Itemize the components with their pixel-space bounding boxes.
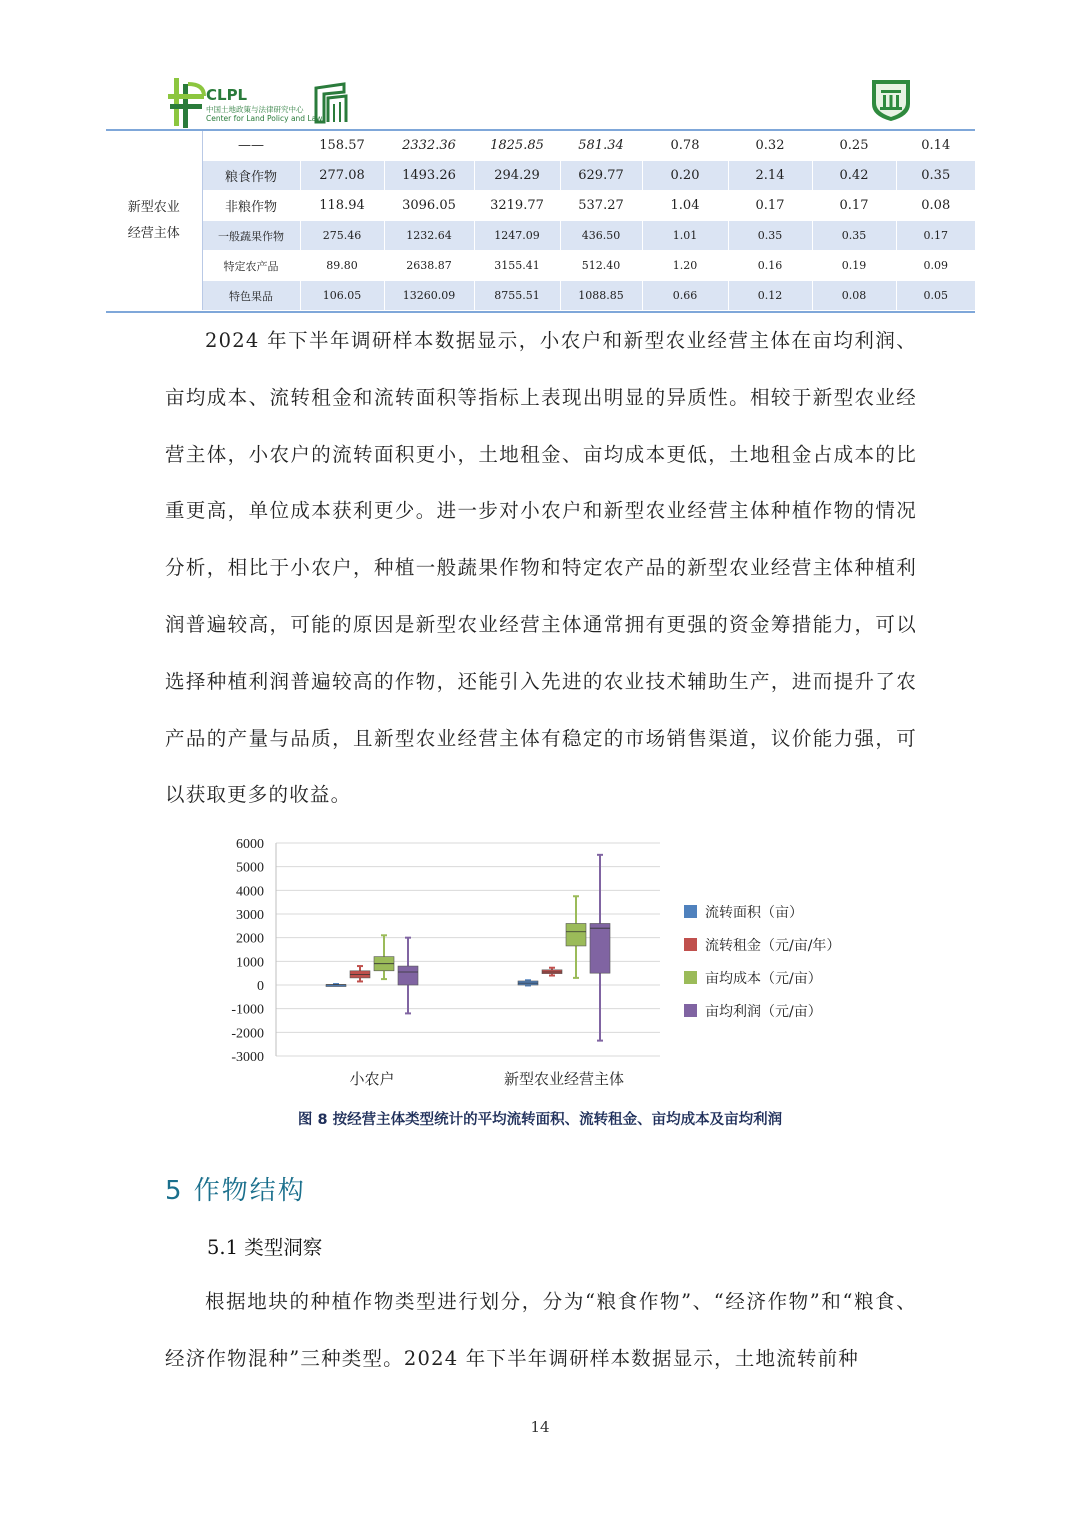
box	[590, 923, 610, 973]
table-cell: 0.35	[896, 161, 975, 191]
table-row	[106, 221, 975, 251]
logo-subtitle-cn: 中国土地政策与法律研究中心	[206, 105, 304, 114]
table-cell: 0.08	[812, 281, 896, 311]
university-emblem-icon	[866, 76, 916, 122]
table-cell: 106.05	[300, 281, 384, 311]
page-number: 14	[530, 1418, 550, 1436]
table-cell: 2638.87	[384, 251, 474, 281]
table-cell: 277.08	[300, 161, 384, 191]
table-row	[106, 281, 975, 311]
table-cell: 158.57	[300, 131, 384, 161]
table-cell: 0.17	[812, 191, 896, 221]
data-table	[106, 131, 975, 311]
table-cell: 0.17	[896, 221, 975, 251]
table-cell: 1232.64	[384, 221, 474, 251]
table-cell: 1.01	[642, 221, 728, 251]
row-label: 特色果品	[202, 281, 300, 311]
table-cell: 294.29	[474, 161, 560, 191]
section-heading: 5 作物结构	[165, 1176, 306, 1206]
table-cell: 1.20	[642, 251, 728, 281]
table-cell: 89.80	[300, 251, 384, 281]
box	[566, 923, 586, 945]
body-paragraph-1: 2024 年下半年调研样本数据显示，小农户和新型农业经营主体在亩均利润、亩均成本、流转租金和流转面积等指标上表现出明显的异质性。相较于新型农业经营主体，小农户的流转面积更小，土地租金、亩均成本更低，土地租金占成本的比重更高，单位成本获利更少。进一步对小农户和新型农业经营主体种植作物的情况分析，相比于小农户，种植一般蔬果作物和特定农产品的新型农业经营主体种植利润普遍较高，可能的原因是新型农业经营主体通常拥有更强的资金筹措能力，可以选择种植利润普遍较高的作物，还能引入先进的农业技术辅助生产，进而提升了农产品的产量与品质，且新型农业经营主体有稳定的市场销售渠道，议价能力强，可以获取更多的收益。	[165, 329, 917, 807]
group-label-line: 新型农业	[127, 199, 180, 215]
table-cell: 1088.85	[560, 281, 642, 311]
row-label: 特定农产品	[202, 251, 300, 281]
group-label	[106, 131, 202, 311]
table-cell: 0.66	[642, 281, 728, 311]
table-cell: 2332.36	[384, 131, 474, 161]
table-cell: 0.32	[728, 131, 812, 161]
table-cell: 629.77	[560, 161, 642, 191]
table-cell: 0.20	[642, 161, 728, 191]
table-cell: 0.16	[728, 251, 812, 281]
y-tick-label: -1000	[231, 1002, 264, 1018]
clpl-logo-mark-icon	[168, 74, 208, 130]
table-cell: 3096.05	[384, 191, 474, 221]
table-cell: 1247.09	[474, 221, 560, 251]
y-tick-label: 0	[257, 979, 264, 994]
table-cell: 13260.09	[384, 281, 474, 311]
legend-swatch	[684, 971, 697, 984]
y-tick-label: 2000	[236, 931, 264, 947]
table-cell: 275.46	[300, 221, 384, 251]
x-category-label: 新型农业经营主体	[503, 1070, 625, 1088]
table-cell: 0.12	[728, 281, 812, 311]
table-cell: 3219.77	[474, 191, 560, 221]
table-cell: 0.35	[812, 221, 896, 251]
row-label: ——	[202, 131, 300, 161]
legend-swatch	[684, 938, 697, 951]
legend-label: 亩均利润（元/亩）	[705, 1004, 822, 1020]
table-cell: 1825.85	[474, 131, 560, 161]
subsection-heading: 5.1 类型洞察	[207, 1236, 323, 1259]
table-cell: 0.08	[896, 191, 975, 221]
table-cell: 436.50	[560, 221, 642, 251]
x-category-label: 小农户	[349, 1070, 395, 1088]
table-cell: 0.05	[896, 281, 975, 311]
legend-swatch	[684, 1004, 697, 1017]
legend-label: 亩均成本（元/亩）	[705, 971, 822, 987]
table-cell: 0.14	[896, 131, 975, 161]
table-cell: 0.35	[728, 221, 812, 251]
table-cell: 1493.26	[384, 161, 474, 191]
legend-label: 流转面积（亩）	[705, 905, 803, 921]
y-tick-label: 3000	[236, 908, 264, 923]
box-plot-chart	[210, 830, 860, 1095]
table-row	[106, 251, 975, 281]
table-row	[106, 191, 975, 221]
y-tick-label: -2000	[231, 1026, 264, 1042]
logo-title: CLPL	[206, 86, 248, 104]
table-cell: 512.40	[560, 251, 642, 281]
box	[398, 966, 418, 985]
logo-subtitle-en: Center for Land Policy and Law	[206, 114, 323, 123]
legend-label: 流转租金（元/亩/年）	[705, 938, 841, 954]
table-cell: 0.42	[812, 161, 896, 191]
table-cell: 0.09	[896, 251, 975, 281]
table-row	[106, 161, 975, 191]
row-label: 非粮作物	[202, 191, 300, 221]
y-tick-label: 1000	[236, 955, 264, 971]
table-cell: 0.17	[728, 191, 812, 221]
y-tick-label: 6000	[236, 837, 264, 852]
table-cell: 118.94	[300, 191, 384, 221]
table-cell: 581.34	[560, 131, 642, 161]
table-cell: 0.25	[812, 131, 896, 161]
legend-swatch	[684, 905, 697, 918]
table-cell: 0.78	[642, 131, 728, 161]
figure-caption: 图 8 按经营主体类型统计的平均流转面积、流转租金、亩均成本及亩均利润	[297, 1112, 783, 1128]
table-row	[106, 131, 975, 161]
clpl-logo	[168, 74, 368, 130]
group-label-line: 经营主体	[127, 225, 180, 241]
table-cell: 3155.41	[474, 251, 560, 281]
y-tick-label: -3000	[231, 1050, 264, 1065]
row-label: 一般蔬果作物	[202, 221, 300, 251]
table-cell: 537.27	[560, 191, 642, 221]
table-cell: 1.04	[642, 191, 728, 221]
table-cell: 2.14	[728, 161, 812, 191]
table-cell: 8755.51	[474, 281, 560, 311]
y-tick-label: 4000	[236, 884, 264, 900]
body-paragraph-2: 根据地块的种植作物类型进行划分，分为“粮食作物”、“经济作物”和“粮食、经济作物混种”三种类型。2024 年下半年调研样本数据显示，土地流转前种	[165, 1290, 917, 1370]
building-logo-icon	[314, 82, 348, 124]
y-tick-label: 5000	[236, 860, 264, 876]
row-label: 粮食作物	[202, 161, 300, 191]
table-cell: 0.19	[812, 251, 896, 281]
